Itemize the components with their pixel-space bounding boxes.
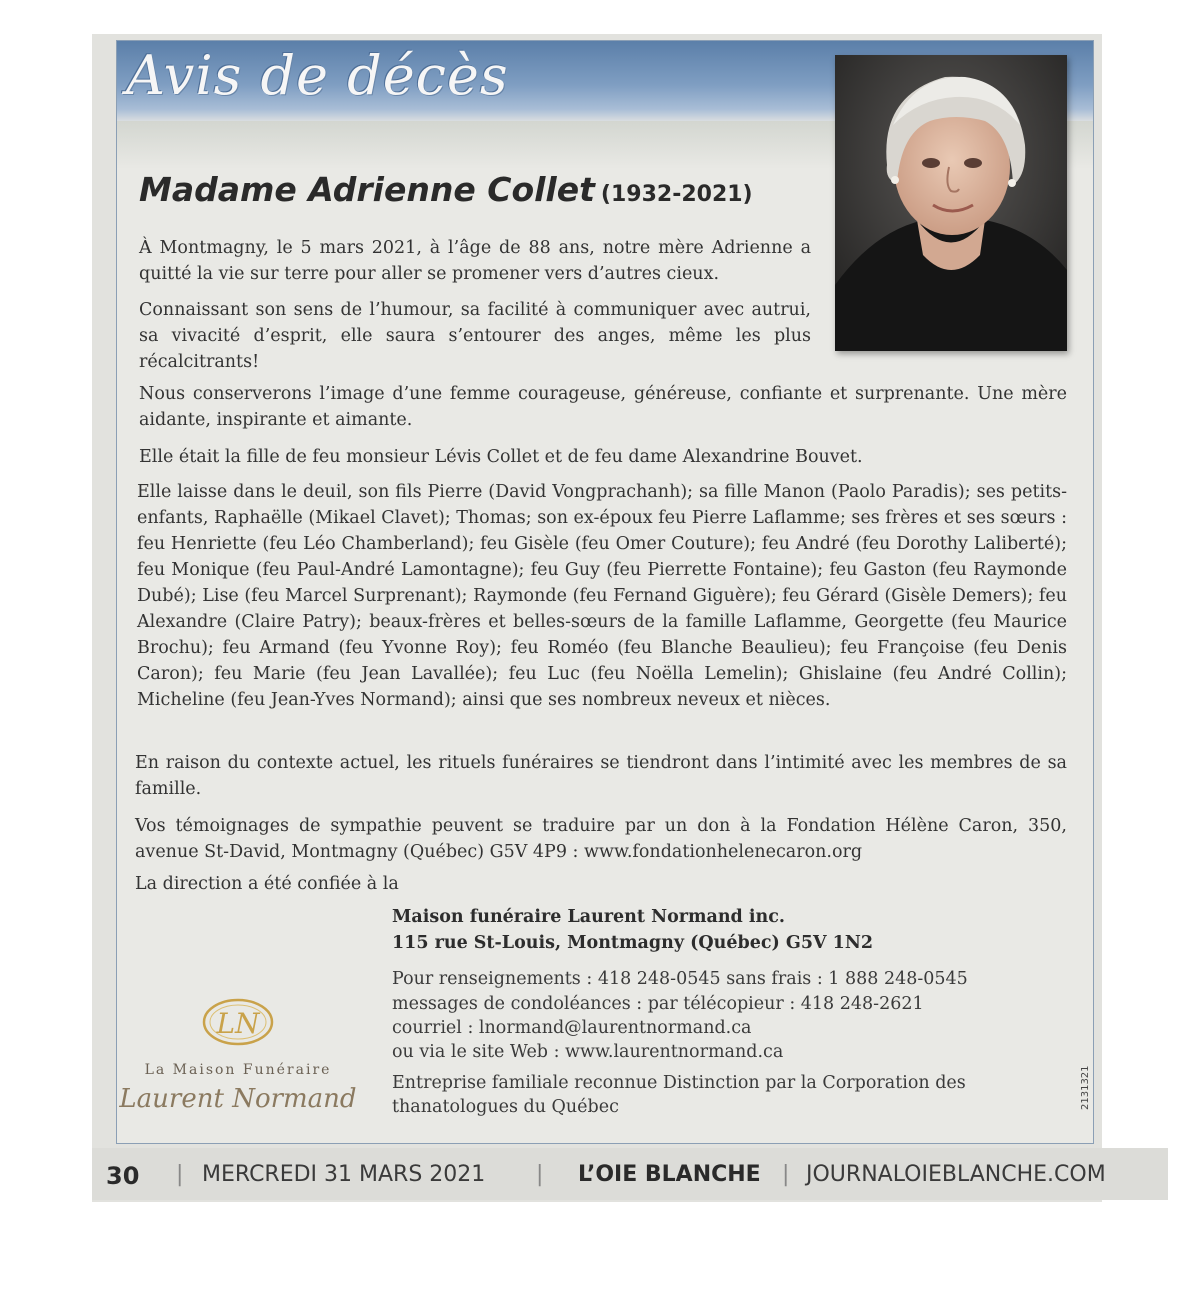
distinction-line-1: Entreprise familiale reconnue Distinction par la Corporation des xyxy=(392,1073,966,1093)
paragraph-7: Vos témoignages de sympathie peuvent se traduire par un don à la Fondation Hélène Caron, 350, avenue St-David, Montmagny (Québec) G5V 4P9 : www.fondationhelenecaron.org xyxy=(135,816,1067,862)
paragraph-5: Elle laisse dans le deuil, son fils Pierre (David Vongprachanh); sa fille Manon (Paolo Paradis); ses petits-enfants, Raphaëlle (Mikael Clavet); Thomas; son ex-époux feu Pierre Laflamme; ses frères et ses sœurs : feu Henriette (feu Léo Chamberland); feu Gisèle (feu Omer Couture); feu André (feu Dorothy Laliberté); feu Monique (feu Paul-André Lamontagne); feu Guy (feu Pierrette Fontaine); feu Gaston (feu Raymonde Dubé); Lise (feu Marcel Surprenant); Raymonde (feu Fernand Giguère); feu Gérard (Gisèle Demers); feu Alexandre (Claire Patry); beaux-frères et belles-sœurs de la famille Laflamme, Georgette (feu Maurice Brochu); feu Armand (feu Yvonne Roy); feu Roméo (feu Blanche Beaulieu); feu Françoise (feu Denis Caron); feu Marie (feu Jean Lavallée); feu Luc (feu Noëlla Lemelin); Ghislaine (feu André Collin); Micheline (feu Jean-Yves Normand); ainsi que ses nombreux neveux et nièces. xyxy=(137,482,1067,710)
info-fax: messages de condoléances : par télécopieur : 418 248-2621 xyxy=(392,994,924,1014)
footer-website: JOURNALOIEBLANCHE.COM xyxy=(806,1162,1106,1187)
paragraph-4: Elle était la fille de feu monsieur Lévis Collet et de feu dame Alexandrine Bouvet. xyxy=(139,447,863,467)
notice-heading: Avis de décès xyxy=(126,44,509,107)
paragraph-6: En raison du contexte actuel, les rituels funéraires se tiendront dans l’intimité avec les membres de sa famille. xyxy=(135,753,1067,799)
paragraph-1: À Montmagny, le 5 mars 2021, à l’âge de 88 ans, notre mère Adrienne a quitté la vie sur terre pour aller se promener vers d’autres cieux. xyxy=(139,238,811,284)
funeral-home-address: 115 rue St-Louis, Montmagny (Québec) G5V 1N2 xyxy=(392,933,874,953)
footer-separator: | xyxy=(536,1162,544,1187)
portrait-illustration xyxy=(835,55,1067,351)
footer-separator: | xyxy=(782,1162,790,1187)
info-email: courriel : lnormand@laurentnormand.ca xyxy=(392,1018,752,1038)
ad-number: 2131321 xyxy=(1080,1065,1091,1110)
paragraph-2: Connaissant son sens de l’humour, sa facilité à communiquer avec autrui, sa vivacité d’esprit, elle saura s’entourer des anges, même les plus récalcitrants! xyxy=(139,300,811,372)
deceased-name xyxy=(139,170,753,209)
funeral-home-logo xyxy=(118,990,358,1130)
info-website: ou via le site Web : www.laurentnormand.ca xyxy=(392,1042,784,1062)
monogram-emblem xyxy=(118,990,358,1060)
footer-publication: L’OIE BLANCHE xyxy=(578,1162,761,1187)
portrait-photo xyxy=(835,55,1067,351)
paragraph-3: Nous conserverons l’image d’une femme courageuse, généreuse, confiante et surprenante. Une mère aidante, inspirante et aimante. xyxy=(139,384,1067,430)
distinction-line-2: thanatologues du Québec xyxy=(392,1097,619,1117)
deceased-name-text: Madame Adrienne Collet xyxy=(139,170,595,209)
paragraph-8: La direction a été confiée à la xyxy=(135,874,399,894)
footer-separator: | xyxy=(176,1162,184,1187)
monogram-text: LN xyxy=(216,1007,260,1040)
page-number: 30 xyxy=(106,1162,140,1190)
footer-date: MERCREDI 31 MARS 2021 xyxy=(202,1162,486,1187)
logo-name: Laurent Normand xyxy=(119,1084,357,1114)
logo-tagline: La Maison Funéraire xyxy=(144,1062,332,1078)
page-footer xyxy=(92,1148,1168,1200)
funeral-home-name: Maison funéraire Laurent Normand inc. xyxy=(392,907,785,927)
deceased-years: (1932-2021) xyxy=(600,182,753,207)
info-phone: Pour renseignements : 418 248-0545 sans frais : 1 888 248-0545 xyxy=(392,969,968,989)
